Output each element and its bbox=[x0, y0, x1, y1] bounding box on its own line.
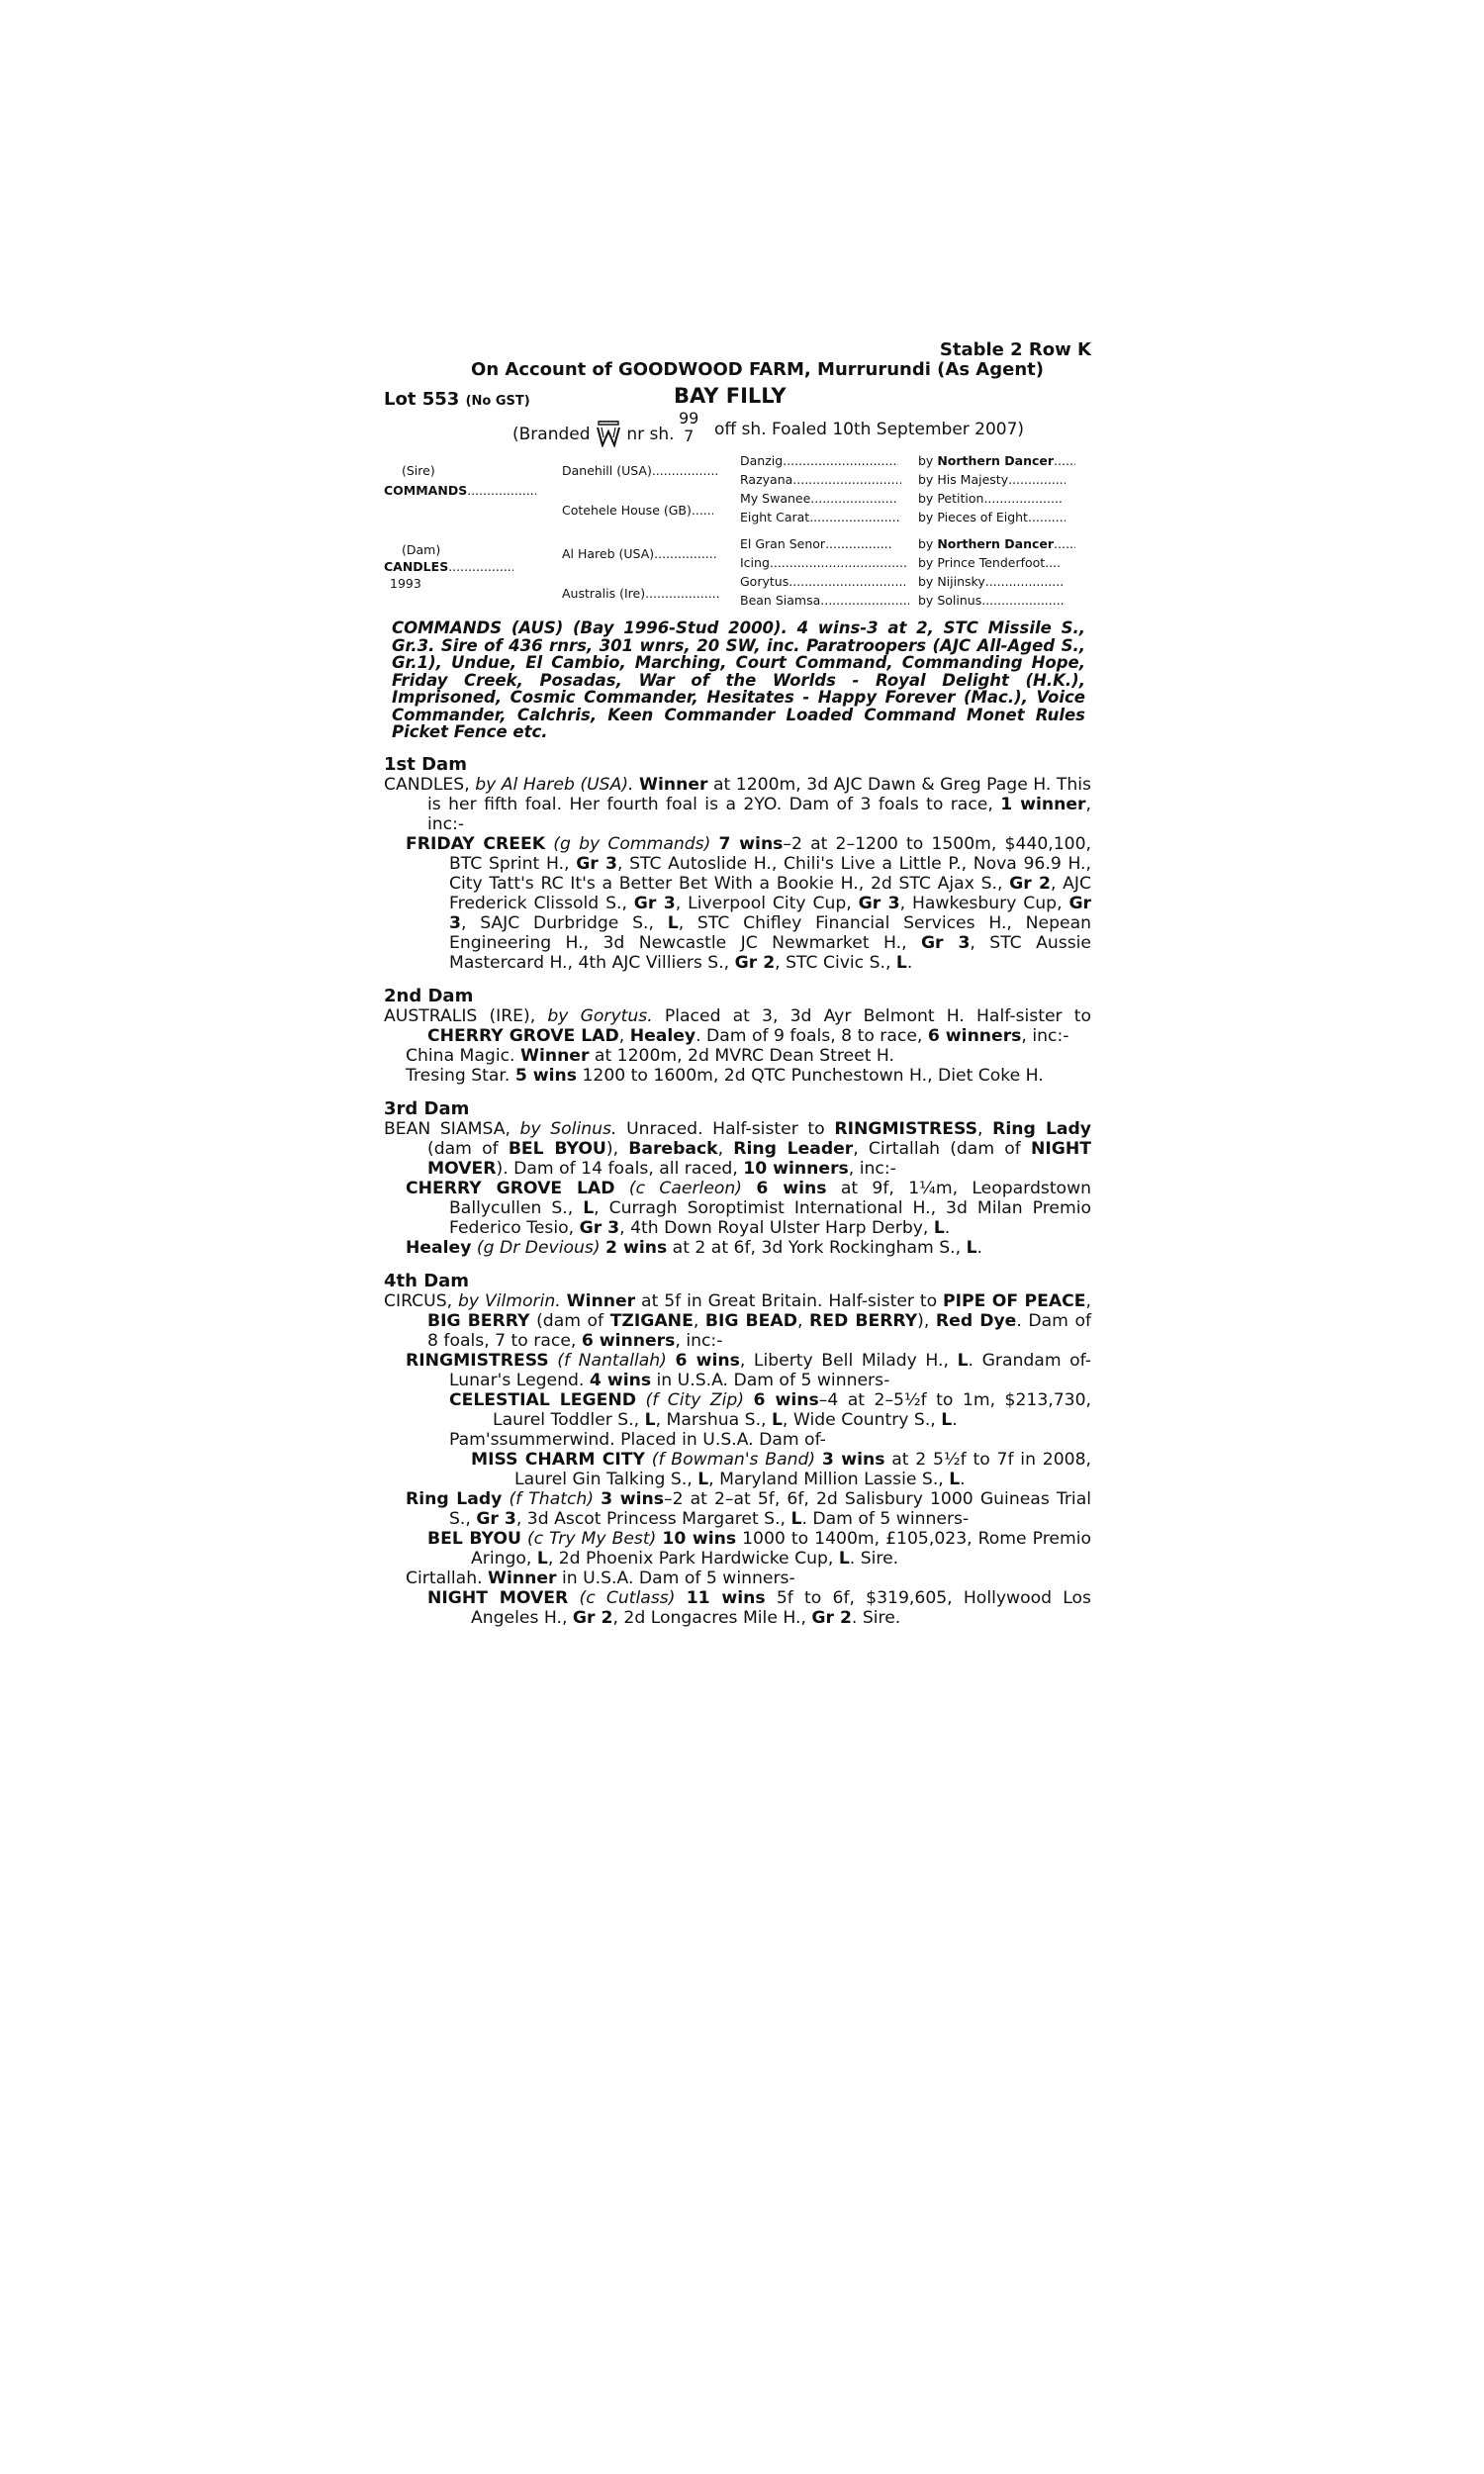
progeny-entry: CELESTIAL LEGEND (f City Zip) 6 wins–4 at 2–5½f to 1m, $213,730, Laurel Toddler S., L, Marshua S., L, Wide Country S., L. bbox=[449, 1389, 1091, 1430]
progeny-entry: Tresing Star. 5 wins 1200 to 1600m, 2d QTC Punchestown H., Diet Coke H. bbox=[406, 1065, 1044, 1086]
gen3-2: Razyana..... bbox=[740, 470, 901, 490]
dam-name: CANDLES..... bbox=[384, 557, 513, 577]
progeny-entry: Healey (g Dr Devious) 2 wins at 2 at 6f, 3d York Rockingham S., L. bbox=[406, 1237, 982, 1258]
progeny-entry: Ring Lady (f Thatch) 3 wins–2 at 2–at 5f, 6f, 2d Salisbury 1000 Guineas Trial S., Gr 3, 3d Ascot Princess Margaret S., L. Dam of 5 winners- bbox=[406, 1488, 1092, 1529]
pedigree-table bbox=[384, 451, 1091, 610]
progeny-entry: NIGHT MOVER (c Cutlass) 11 wins 5f to 6f, $319,605, Hollywood Los Angeles H., Gr 2, 2d Longacres Mile H., Gr 2. Sire. bbox=[427, 1587, 1092, 1628]
family-1st-dam bbox=[384, 775, 1091, 973]
crown-brand-icon bbox=[596, 420, 621, 447]
dam-entry: CIRCUS, by Vilmorin. Winner at 5f in Great Britain. Half-sister to PIPE OF PEACE, BIG BERRY (dam of TZIGANE, BIG BEAD, RED BERRY), Red Dye. Dam of 8 foals, 7 to race, 6 winners, inc:- bbox=[384, 1290, 1092, 1351]
progeny-entry: Cirtallah. Winner in U.S.A. Dam of 5 winners- bbox=[406, 1568, 795, 1588]
vendor-account: On Account of GOODWOOD FARM, Murrurundi (As Agent) bbox=[471, 359, 1044, 380]
family-2nd-dam bbox=[384, 1006, 1091, 1086]
gen3-sire-7: by Nijinsky..... bbox=[918, 572, 1065, 592]
gen3-sire-8: by Solinus..... bbox=[918, 591, 1066, 611]
brand-number: 99 7 bbox=[679, 409, 699, 445]
brand-line bbox=[384, 409, 1091, 449]
lot-header bbox=[384, 386, 1091, 412]
gen3-sire-5: by Northern Dancer..... bbox=[918, 534, 1075, 554]
gen3-8: Bean Siamsa..... bbox=[740, 591, 909, 611]
gen3-sire-2: by His Majesty..... bbox=[918, 470, 1066, 490]
gen2-4: Australis (Ire)..... bbox=[562, 584, 719, 604]
brand-off-side-foaled: off sh. Foaled 10th September 2007) bbox=[714, 420, 1025, 439]
progeny-entry: Pam'ssummerwind. Placed in U.S.A. Dam of- bbox=[449, 1429, 826, 1450]
gen3-5: El Gran Senor..... bbox=[740, 534, 892, 554]
catalogue-page bbox=[384, 340, 1091, 1628]
sire-tag: (Sire) bbox=[402, 463, 435, 478]
sire-summary: COMMANDS (AUS) (Bay 1996-Stud 2000). 4 wins-3 at 2, STC Missile S., Gr.3. Sire of 436 rnrs, 301 wnrs, 20 SW, inc. Paratroopers (AJC All-Aged S., Gr.1), Undue, El Cambio, Marching, Court Command, Commanding Hope, Friday Creek, Posadas, War of the Worlds - Royal Delight (H.K.), Imprisoned, Cosmic Commander, Hesitates - Happy Forever (Mac.), Voice Commander, Calchris, Keen Commander Loaded Command Monet Rules Picket Fence etc. bbox=[392, 618, 1085, 741]
gen3-6: Icing..... bbox=[740, 553, 906, 573]
progeny-entry: RINGMISTRESS (f Nantallah) 6 wins, Liberty Bell Milady H., L. Grandam of- Lunar's Legend. 4 wins in U.S.A. Dam of 5 winners- bbox=[406, 1350, 1091, 1390]
dam-tag: (Dam) bbox=[402, 542, 441, 557]
gen3-sire-1: by Northern Dancer..... bbox=[918, 451, 1075, 471]
section-1st-dam: 1st Dam bbox=[384, 753, 467, 775]
progeny-entry: FRIDAY CREEK (g by Commands) 7 wins–2 at 2–1200 to 1500m, $440,100, BTC Sprint H., Gr 3, STC Autoslide H., Chili's Live a Little P., Nova 96.9 H., City Tatt's RC It's a Better Bet With a Bookie H., 2d STC Ajax S., Gr 2, AJC Frederick Clissold S., Gr 3, Liverpool City Cup, Gr 3, Hawkesbury Cup, Gr 3, SAJC Durbridge S., L, STC Chifley Financial Services H., Nepean Engineering H., 3d Newcastle JC Newmarket H., Gr 3, STC Aussie Mastercard H., 4th AJC Villiers S., Gr 2, STC Civic S., L. bbox=[406, 833, 1092, 973]
progeny-entry: China Magic. Winner at 1200m, 2d MVRC Dean Street H. bbox=[406, 1045, 894, 1066]
gen3-1: Danzig..... bbox=[740, 451, 898, 471]
dam-entry: AUSTRALIS (IRE), by Gorytus. Placed at 3, 3d Ayr Belmont H. Half-sister to CHERRY GROVE LAD, Healey. Dam of 9 foals, 8 to race, 6 winners, inc:- bbox=[384, 1005, 1091, 1046]
section-4th-dam: 4th Dam bbox=[384, 1270, 470, 1291]
progeny-entry: BEL BYOU (c Try My Best) 10 wins 1000 to 1400m, £105,023, Rome Premio Aringo, L, 2d Phoenix Park Hardwicke Cup, L. Sire. bbox=[427, 1528, 1092, 1569]
section-2nd-dam: 2nd Dam bbox=[384, 985, 474, 1006]
gen2-1: Danehill (USA)..... bbox=[562, 461, 717, 481]
brand-prefix: (Branded bbox=[512, 425, 591, 444]
gen3-3: My Swanee..... bbox=[740, 489, 897, 509]
gen3-7: Gorytus..... bbox=[740, 572, 905, 592]
gen3-sire-6: by Prince Tenderfoot..... bbox=[918, 553, 1061, 573]
gen3-sire-3: by Petition..... bbox=[918, 489, 1063, 509]
family-4th-dam bbox=[384, 1291, 1091, 1628]
section-3rd-dam: 3rd Dam bbox=[384, 1097, 470, 1119]
progeny-entry: CHERRY GROVE LAD (c Caerleon) 6 wins at 9f, 1¼m, Leopardstown Ballycullen S., L, Curragh Soroptimist International H., 3d Milan Premio Federico Tesio, Gr 3, 4th Down Royal Ulster Harp Derby, L. bbox=[406, 1178, 1092, 1238]
family-3rd-dam bbox=[384, 1119, 1091, 1258]
sire-name: COMMANDS..... bbox=[384, 481, 536, 501]
gen2-2: Cotehele House (GB)..... bbox=[562, 501, 713, 521]
lot-title: BAY FILLY bbox=[674, 384, 787, 408]
lot-number: Lot 553 (No GST) bbox=[384, 389, 530, 410]
gen3-sire-4: by Pieces of Eight..... bbox=[918, 508, 1066, 527]
stable-location: Stable 2 Row K bbox=[939, 339, 1091, 360]
brand-near-side: nr sh. bbox=[626, 425, 675, 444]
gen3-4: Eight Carat..... bbox=[740, 508, 899, 527]
dam-entry: BEAN SIAMSA, by Solinus. Unraced. Half-sister to RINGMISTRESS, Ring Lady (dam of BEL BYOU), Bareback, Ring Leader, Cirtallah (dam of NIGHT MOVER). Dam of 14 foals, all raced, 10 winners, inc:- bbox=[384, 1118, 1092, 1179]
gen2-3: Al Hareb (USA)..... bbox=[562, 544, 717, 564]
dam-entry: CANDLES, by Al Hareb (USA). Winner at 1200m, 3d AJC Dawn & Greg Page H. This is her fifth foal. Her fourth foal is a 2YO. Dam of 3 foals to race, 1 winner, inc:- bbox=[384, 774, 1092, 834]
progeny-entry: MISS CHARM CITY (f Bowman's Band) 3 wins at 2 5½f to 7f in 2008, Laurel Gin Talking S., L, Maryland Million Lassie S., L. bbox=[471, 1449, 1091, 1489]
dam-foaled-year: 1993 bbox=[390, 576, 421, 591]
